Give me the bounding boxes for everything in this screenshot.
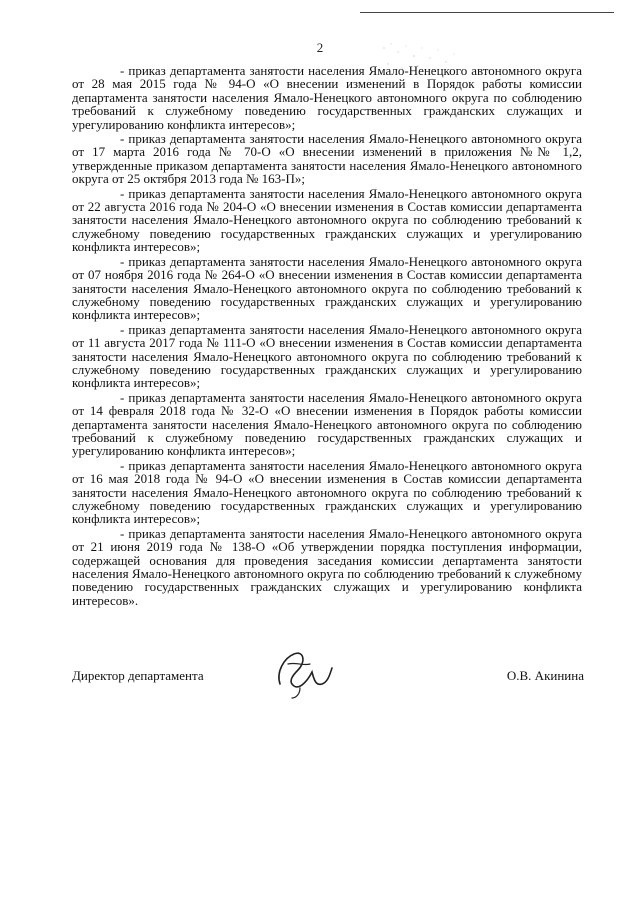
signature-icon — [270, 644, 340, 700]
list-item: - приказ департамента занятости населения Ямало-Ненецкого автономного округа от 07 ноября 2016 года № 264-О «О внесении изменения в Состав комиссии департамента занятости населения Ямало-Ненецкого автономного округа по соблюдению требований к служебному поведению государственных гражданских служащих и урегулированию конфликта интересов»; — [72, 253, 582, 323]
list-item: - приказ департамента занятости населения Ямало-Ненецкого автономного округа от 17 марта 2016 года № 70-О «О внесении изменений в приложения №№ 1,2, утвержденные приказом департамента занятости населения Ямало-Ненецкого автономного округа от 25 октября 2013 года № 163-П»; — [72, 131, 582, 187]
order-list — [72, 64, 582, 608]
list-item: - приказ департамента занятости населения Ямало-Ненецкого автономного округа от 14 февраля 2018 года № 32-О «О внесении изменения в Порядок работы комиссии департамента занятости населения Ямало-Ненецкого автономного округа по соблюдению требований к служебному поведению государственных гражданских служащих и урегулированию конфликта интересов»; — [72, 389, 582, 459]
signatory-position: Директор департамента — [72, 668, 204, 683]
list-item: - приказ департамента занятости населения Ямало-Ненецкого автономного округа от 22 августа 2016 года № 204-О «О внесении изменения в Состав комиссии департамента занятости населения Ямало-Ненецкого автономного округа по соблюдению требований к служебному поведению государственных гражданских служащих и урегулированию конфликта интересов»; — [72, 185, 582, 255]
top-rule — [360, 12, 614, 13]
list-item: - приказ департамента занятости населения Ямало-Ненецкого автономного округа от 11 августа 2017 года № 111-О «О внесении изменения в Состав комиссии департамента занятости населения Ямало-Ненецкого автономного округа по соблюдению требований к служебному поведению государственных гражданских служащих и урегулированию конфликта интересов»; — [72, 321, 582, 391]
signature-block — [72, 664, 584, 704]
signatory-name: О.В. Акинина — [506, 668, 584, 683]
list-item: - приказ департамента занятости населения Ямало-Ненецкого автономного округа от 21 июня 2019 года № 138-О «Об утверждении порядка поступления информации, содержащей основания для проведения заседания комиссии департамента занятости населения Ямало-Ненецкого автономного округа по соблюдению требований к служебному поведению государственных гражданских служащих и урегулированию конфликта интересов». — [72, 525, 582, 608]
list-item: - приказ департамента занятости населения Ямало-Ненецкого автономного округа от 16 мая 2018 года № 94-О «О внесении изменения в Состав комиссии департамента занятости населения Ямало-Ненецкого автономного округа по соблюдению требований к служебному поведению государственных гражданских служащих и урегулированию конфликта интересов»; — [72, 457, 582, 527]
page-number: 2 — [316, 40, 324, 55]
list-item: - приказ департамента занятости населения Ямало-Ненецкого автономного округа от 28 мая 2015 года № 94-О «О внесении изменений в Порядок работы комиссии департамента занятости населения Ямало-Ненецкого автономного округа по соблюдению требований к служебному поведению государственных гражданских служащих и урегулированию конфликта интересов»; — [72, 63, 582, 132]
